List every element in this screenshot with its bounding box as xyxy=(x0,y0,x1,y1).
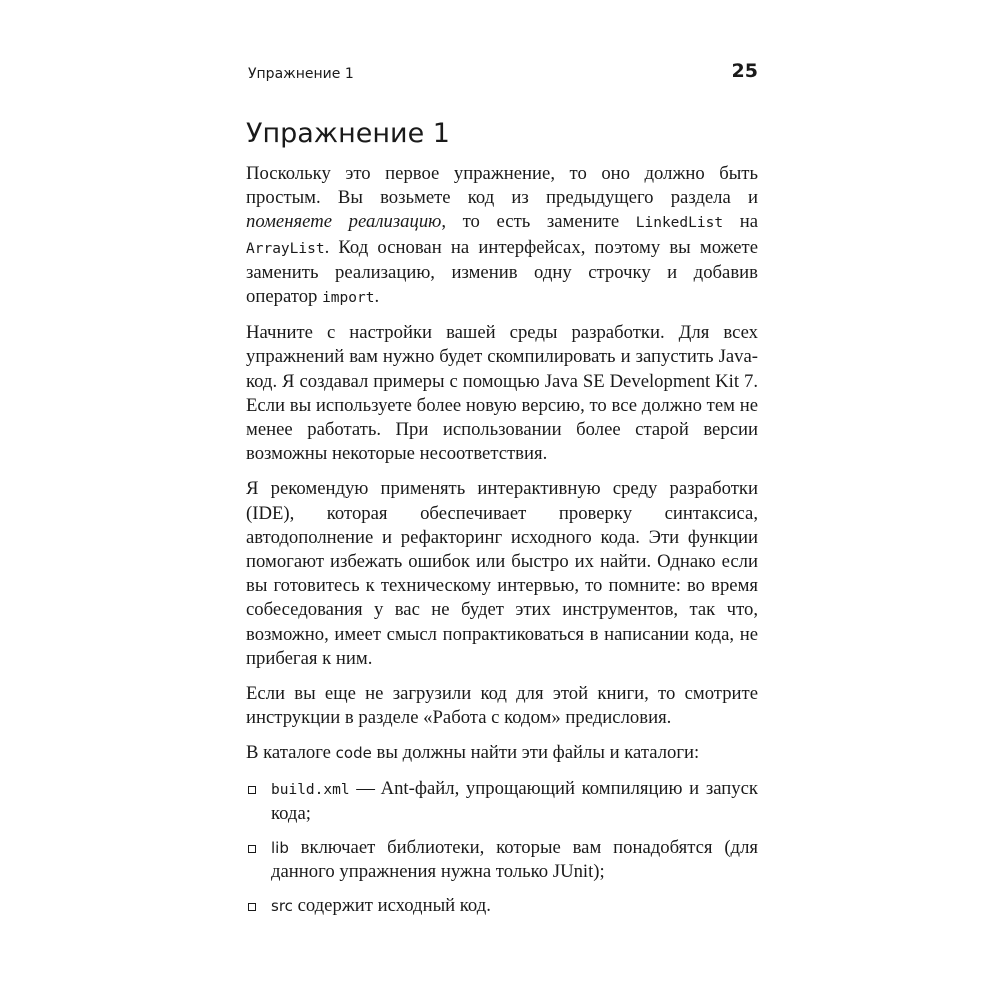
book-page xyxy=(246,58,758,929)
running-head xyxy=(246,58,758,94)
paragraph-3: Я рекомендую применять интерактивную среду разработки (IDE), которая обеспечивает проверку синтаксиса, автодополнение и рефакторинг исходного кода. Эти функции помогают избежать ошибок или быстро их найти. Однако если вы готовитесь к техническому интервью, то помните: во время собеседования у вас не будет этих инструментов, так что, возможно, имеет смысл попрактиковаться в написании кода, не прибегая к ним. xyxy=(246,478,758,669)
p5-text-b: вы должны найти эти файлы и каталоги: xyxy=(371,742,700,764)
list-item-text: — Ant-файл, упрощающий компиляцию и запуск кода; xyxy=(271,777,758,824)
checkbox-bullet-icon xyxy=(248,786,256,794)
paragraph-4: Если вы еще не загрузили код для этой книги, то смотрите инструкции в разделе «Работа с кодом» предисловия. xyxy=(246,683,758,729)
list-item-text: включает библиотеки, которые вам понадобятся (для данного упражнения нужна только JUnit); xyxy=(271,837,758,883)
running-head-title: Упражнение 1 xyxy=(248,66,354,82)
checkbox-bullet-icon xyxy=(248,903,256,911)
code-dir: code xyxy=(335,744,372,763)
page-number: 25 xyxy=(731,60,758,82)
list-item-code: lib xyxy=(271,839,289,858)
code-linkedlist: LinkedList xyxy=(635,215,724,232)
p1-text-d: . Код основан на интерфейсах, поэтому вы можете заменить реализацию, изменив одну строчку и добавив оператор xyxy=(246,236,758,308)
code-import: import xyxy=(322,290,375,307)
list-item xyxy=(246,777,758,826)
p5-text-a: В каталоге xyxy=(246,742,336,764)
list-item xyxy=(246,836,758,884)
section-heading: Упражнение 1 xyxy=(246,118,450,149)
p1-text-e: . xyxy=(374,286,380,308)
file-list xyxy=(246,777,758,919)
code-arraylist: ArrayList xyxy=(246,240,325,257)
paragraph-5 xyxy=(246,741,758,765)
paragraph-1 xyxy=(246,162,758,310)
p1-text-b: , то есть замените xyxy=(441,211,636,233)
list-item-code: src xyxy=(271,897,293,916)
p1-text-c: на xyxy=(723,211,758,233)
checkbox-bullet-icon xyxy=(248,845,256,853)
p1-text-a: Поскольку это первое упражнение, то оно должно быть простым. Вы возьмете код из предыдущего раздела и xyxy=(246,163,758,209)
list-item xyxy=(246,894,758,918)
list-item-text: содержит исходный код. xyxy=(292,895,491,917)
list-item-code: build.xml xyxy=(271,781,350,798)
paragraph-2: Начните с настройки вашей среды разработки. Для всех упражнений вам нужно будет скомпилировать и запустить Java-код. Я создавал примеры с помощью Java SE Development Kit 7. Если вы используете более новую версию, то все должно тем не менее работать. При использовании более старой версии возможны некоторые несоответствия. xyxy=(246,322,758,465)
p1-emphasis: поменяете реализацию xyxy=(246,211,442,233)
